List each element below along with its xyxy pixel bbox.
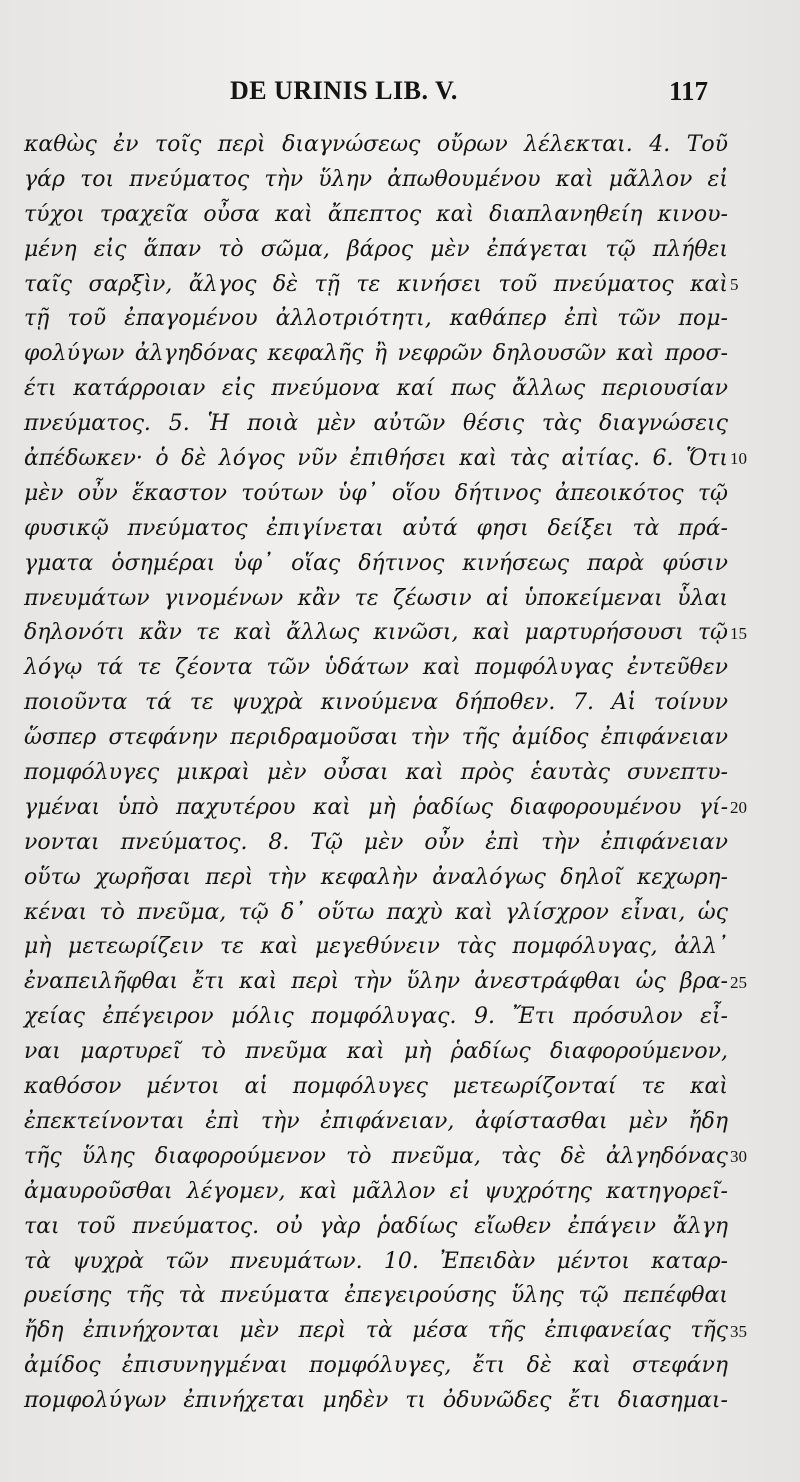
text-line: πνεύματος. 5. Ἡ ποιὰ μὲν αὐτῶν θέσις τὰς διαγνώσεις bbox=[24, 411, 728, 437]
text-line: ναι μαρτυρεῖ τὸ πνεῦμα καὶ μὴ ῥαδίως διαφορούμενον, bbox=[24, 1039, 728, 1065]
running-head: DE URINIS LIB. V. bbox=[230, 76, 458, 105]
text-line: μένη εἰς ἅπαν τὸ σῶμα, βάρος μὲν ἐπάγεται τῷ πλήθει bbox=[24, 236, 728, 262]
text-line: καθὼς ἐν τοῖς περὶ διαγνώσεως οὔρων λέλεκται. 4. Τοῦ bbox=[24, 132, 728, 157]
text-line: ἐναπειλῆφθαι ἔτι καὶ περὶ τὴν ὕλην ἀνεστράφθαι ὡς βρα- bbox=[24, 969, 728, 995]
page-number: 117 bbox=[668, 76, 708, 106]
text-line: τῆς ὕλης διαφορούμενον τὸ πνεῦμα, τὰς δὲ ἀλγηδόνας bbox=[24, 1143, 728, 1169]
margin-line-number: 5 bbox=[730, 274, 739, 294]
text-line: χείας ἐπέγειρον μόλις πομφόλυγας. 9. Ἔτι πρόσυλον εἶ- bbox=[24, 1004, 728, 1030]
text-line: μὲν οὖν ἕκαστον τούτων ὑφ᾿ οἵου δήτινος ἀπεοικότος τῷ bbox=[24, 480, 728, 506]
text-line: δηλονότι κἂν τε καὶ ἄλλως κινῶσι, καὶ μαρτυρήσουσι τῷ bbox=[24, 620, 728, 646]
text-line: ἀμίδος ἐπισυνηγμέναι πομφόλυγες, ἔτι δὲ καὶ στεφάνη bbox=[24, 1353, 728, 1379]
greek-text-body bbox=[24, 128, 728, 1419]
text-line: πνευμάτων γινομένων κἂν τε ζέωσιν αἱ ὑποκείμεναι ὗλαι bbox=[24, 585, 728, 611]
text-line: τὰ ψυχρὰ τῶν πνευμάτων. 10. Ἐπειδὰν μέντοι καταρ- bbox=[24, 1248, 728, 1274]
text-line: ὥσπερ στεφάνην περιδραμοῦσαι τὴν τῆς ἀμίδος ἐπιφάνειαν bbox=[24, 725, 728, 751]
text-line: ἀπέδωκεν· ὁ δὲ λόγος νῦν ἐπιθήσει καὶ τὰς αἰτίας. 6. Ὅτι bbox=[24, 446, 728, 472]
text-line: γμέναι ὑπὸ παχυτέρου καὶ μὴ ῥαδίως διαφορουμένου γί- bbox=[24, 794, 728, 820]
margin-line-number: 30 bbox=[730, 1147, 747, 1167]
text-line: φυσικῷ πνεύματος ἐπιγίνεται αὐτά φησι δείξει τὰ πρά- bbox=[24, 515, 728, 541]
page-header bbox=[0, 74, 800, 114]
text-line: γάρ τοι πνεύματος τὴν ὕλην ἀπωθουμένου καὶ μᾶλλον εἰ bbox=[24, 166, 728, 192]
text-line: ἀμαυροῦσθαι λέγομεν, καὶ μᾶλλον εἰ ψυχρότης κατηγορεῖ- bbox=[24, 1178, 728, 1204]
text-line: ταῖς σαρξὶν, ἄλγος δὲ τῇ τε κινήσει τοῦ πνεύματος καὶ bbox=[24, 271, 728, 297]
text-line: τῇ τοῦ ἐπαγομένου ἀλλοτριότητι, καθάπερ ἐπὶ τῶν πομ- bbox=[24, 306, 728, 332]
margin-line-number: 10 bbox=[730, 449, 747, 469]
text-line: λόγῳ τά τε ζέοντα τῶν ὑδάτων καὶ πομφόλυγας ἐντεῦθεν bbox=[24, 655, 728, 681]
text-line: ποιοῦντα τά τε ψυχρὰ κινούμενα δήποθεν. 7. Αἱ τοίνυν bbox=[24, 690, 728, 716]
text-line: πομφολύγων ἐπινήχεται μηδὲν τι ὀδυνῶδες ἔτι διασημαι- bbox=[24, 1388, 728, 1414]
text-line: ρυείσης τῆς τὰ πνεύματα ἐπεγειρούσης ὕλης τῷ πεπέφθαι bbox=[24, 1283, 728, 1309]
margin-line-number: 25 bbox=[730, 972, 747, 992]
text-line: ἐπεκτείνονται ἐπὶ τὴν ἐπιφάνειαν, ἀφίστασθαι μὲν ἤδη bbox=[24, 1108, 728, 1134]
text-line: φολύγων ἀλγηδόνας κεφαλῆς ἢ νεφρῶν δηλουσῶν καὶ προσ- bbox=[24, 341, 728, 367]
text-line: νονται πνεύματος. 8. Τῷ μὲν οὖν ἐπὶ τὴν ἐπιφάνειαν bbox=[24, 829, 728, 855]
text-line: έτι κατάρροιαν εἰς πνεύμονα καί πως ἄλλως περιουσίαν bbox=[24, 376, 728, 402]
text-line: καθόσον μέντοι αἱ πομφόλυγες μετεωρίζονταί τε καὶ bbox=[24, 1074, 728, 1100]
text-line: οὕτω χωρῆσαι περὶ τὴν κεφαλὴν ἀναλόγως δηλοῖ κεχωρη- bbox=[24, 864, 728, 890]
text-line: γματα ὁσημέραι ὑφ᾿ οἵας δήτινος κινήσεως παρὰ φύσιν bbox=[24, 550, 728, 576]
text-line: κέναι τὸ πνεῦμα, τῷ δ᾿ οὕτω παχὺ καὶ γλίσχρον εἶναι, ὡς bbox=[24, 899, 728, 925]
text-line: τύχοι τραχεῖα οὖσα καὶ ἄπεπτος καὶ διαπλανηθείη κινου- bbox=[24, 201, 728, 227]
text-line: ται τοῦ πνεύματος. οὐ γὰρ ῥαδίως εἴωθεν ἐπάγειν ἄλγη bbox=[24, 1213, 728, 1239]
text-line: ἤδη ἐπινήχονται μὲν περὶ τὰ μέσα τῆς ἐπιφανείας τῆς bbox=[24, 1318, 728, 1344]
margin-line-number: 35 bbox=[730, 1321, 747, 1341]
text-line: μὴ μετεωρίζειν τε καὶ μεγεθύνειν τὰς πομφόλυγας, ἀλλ᾿ bbox=[24, 934, 728, 960]
margin-line-number: 20 bbox=[730, 798, 747, 818]
margin-line-number: 15 bbox=[730, 623, 747, 643]
text-line: πομφόλυγες μικραὶ μὲν οὖσαι καὶ πρὸς ἑαυτὰς συνεπτυ- bbox=[24, 760, 728, 786]
